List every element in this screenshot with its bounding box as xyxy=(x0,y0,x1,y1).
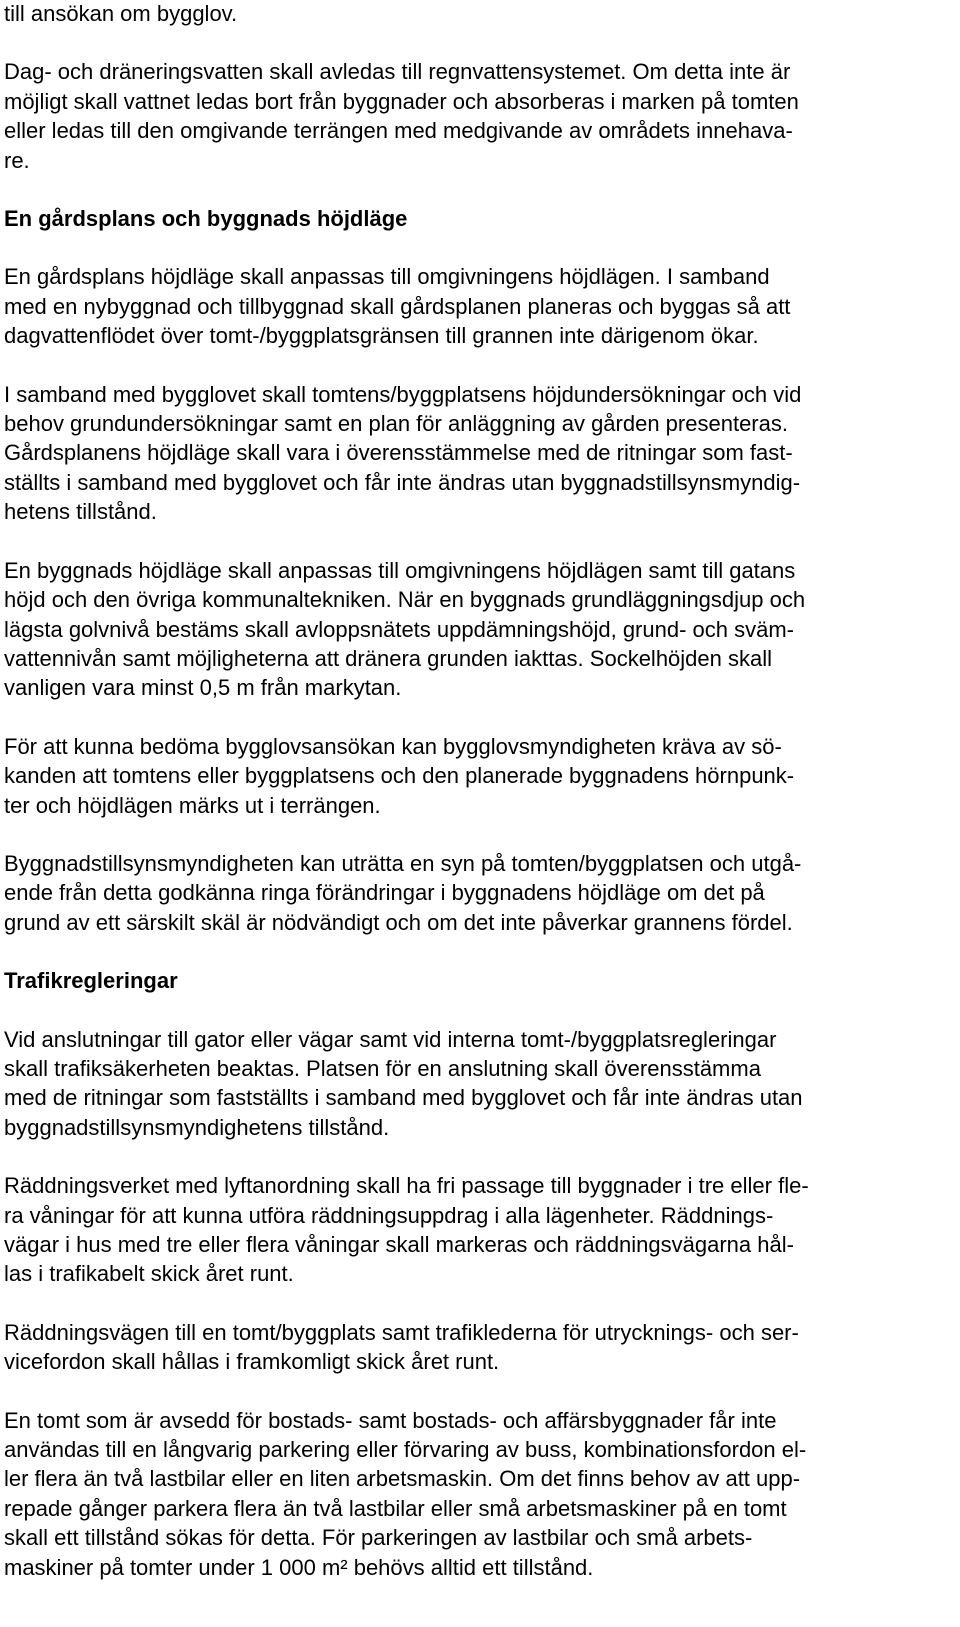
paragraph-inspection: Byggnadstillsynsmyndigheten kan uträtta en syn på tomten/byggplatsen och utgå- ende från detta godkänna ringa förändringar i byggnadens höjdläge om det på grund av ett särskilt skäl är nödvändigt och om det inte påverkar grannens fördel. xyxy=(4,850,802,935)
paragraph-application-end: till ansökan om bygglov. xyxy=(4,1,238,26)
paragraph-rescue-road: Räddningsvägen till en tomt/byggplats samt trafiklederna för utrycknings- och ser- vicefordon skall hållas i framkomligt skick året runt. xyxy=(4,1319,799,1375)
paragraph-drainage-water: Dag- och dräneringsvatten skall avledas till regnvattensystemet. Om detta inte är möjligt skall vattnet ledas bort från byggnader och absorberas i marken på tomten eller ledas till den omgivande terrängen med medgivande av områdets innehava- re. xyxy=(4,59,799,173)
paragraph-rescue-access: Räddningsverket med lyftanordning skall ha fri passage till byggnader i tre eller fle- ra våningar för att kunna utföra räddningsuppdrag i alla lägenheter. Räddnings- vägar i hus med tre eller flera våningar skall markeras och räddningsvägarna hål- las i trafikabelt skick året runt. xyxy=(4,1173,809,1287)
paragraph-elevation-surveys: I samband med bygglovet skall tomtens/byggplatsens höjdundersökningar och vid behov grundundersökningar samt en plan för anläggning av gården presenteras. Gårdsplanens höjdläge skall vara i överensstämmelse med de ritningar som fast- ställts i samband med bygglovet och får inte ändras utan byggnadstillsynsmyndig- hetens tillstånd. xyxy=(4,381,802,525)
paragraph-corner-points: För att kunna bedöma bygglovsansökan kan bygglovsmyndigheten kräva av sö- kanden att tomtens eller byggplatsens och den planerade byggnadens hörnpunk- ter och höjdlägen märks ut i terrängen. xyxy=(4,733,795,818)
section-heading-traffic: Trafikregleringar xyxy=(4,968,178,994)
section-heading-elevation: En gårdsplans och byggnads höjdläge xyxy=(4,206,408,232)
paragraph-parking: En tomt som är avsedd för bostads- samt bostads- och affärsbyggnader får inte användas till en långvarig parkering eller förvaring av buss, kombinationsfordon el- ler flera än två lastbilar eller en liten arbetsmaskin. Om det finns behov av att upp- repade gånger parkera flera än två lastbilar eller små arbetsmaskiner på en tomt skall ett tillstånd sökas för detta. För parkeringen av lastbilar och små arbets- maskiner på tomter under 1 000 m² behövs alltid ett tillstånd. xyxy=(4,1407,807,1580)
paragraph-yard-elevation: En gårdsplans höjdläge skall anpassas till omgivningens höjdlägen. I samband med en nybyggnad och tillbyggnad skall gårdsplanen planeras och byggas så att dagvattenflödet över tomt-/byggplatsgränsen till grannen inte därigenom ökar. xyxy=(4,264,791,349)
paragraph-connections: Vid anslutningar till gator eller vägar samt vid interna tomt-/byggplatsregleringar skall trafiksäkerheten beaktas. Platsen för en anslutning skall överensstämma med de ritningar som fastställts i samband med bygglovet och får inte ändras utan byggnadstillsynsmyndighetens tillstånd. xyxy=(4,1026,803,1140)
paragraph-building-elevation: En byggnads höjdläge skall anpassas till omgivningens höjdlägen samt till gatans höjd och den övriga kommunaltekniken. När en byggnads grundläggningsdjup och lägsta golvnivå bestäms skall avloppsnätets uppdämningshöjd, grund- och sväm- vattennivån samt möjligheterna att dränera grunden iakttas. Sockelhöjden skall vanligen vara minst 0,5 m från markytan. xyxy=(4,557,806,701)
